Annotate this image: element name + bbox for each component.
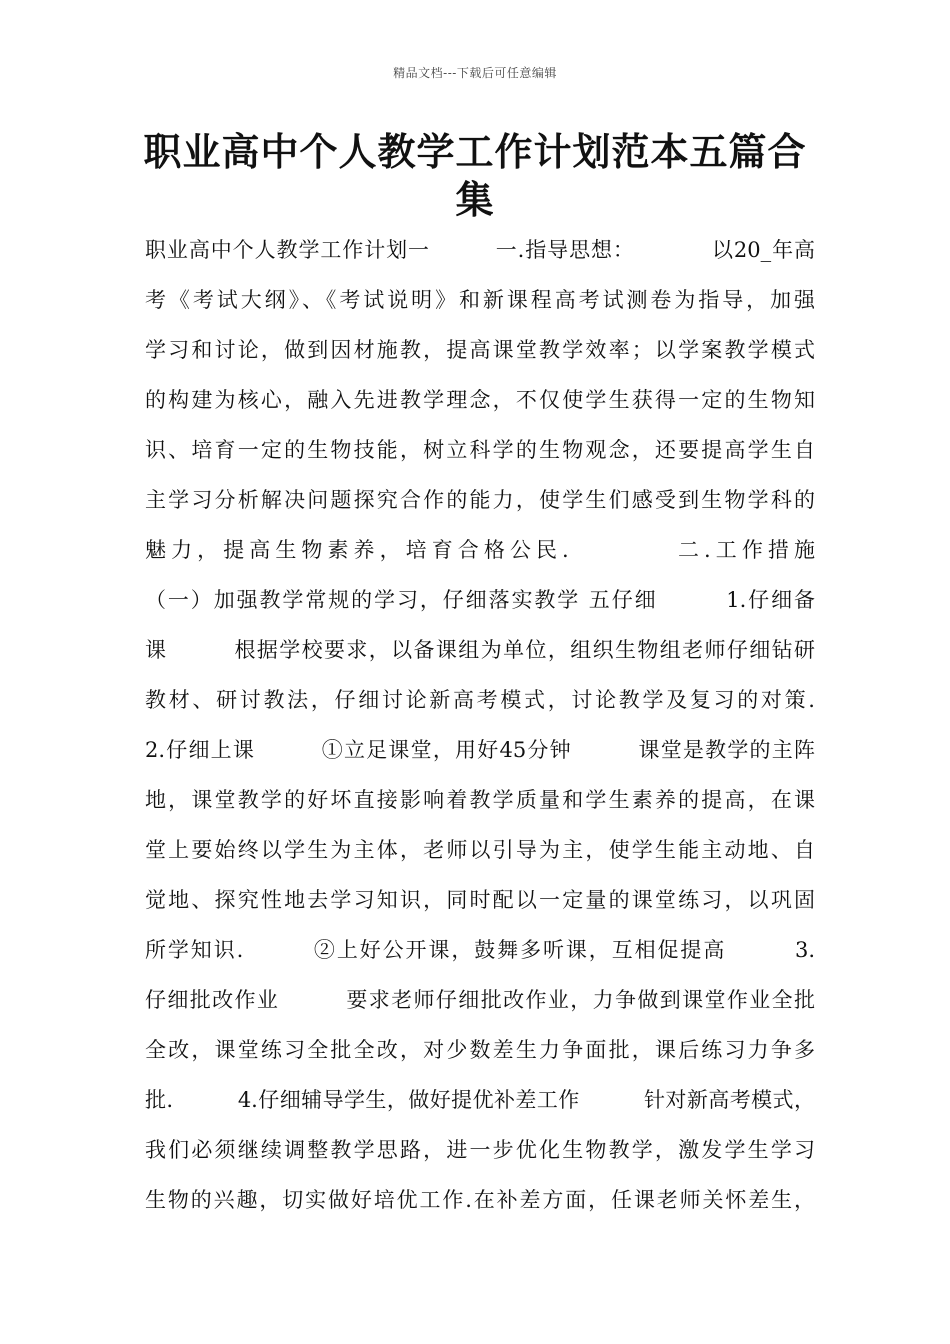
body-line: 考《考试大纲》、《考试说明》和新课程高考试测卷为指导，加强 bbox=[145, 288, 815, 312]
body-line: 教材、研讨教法，仔细讨论新高考模式，讨论教学及复习的对策. bbox=[145, 688, 815, 712]
body-line: 所学知识. ②上好公开课，鼓舞多听课，互相促提高 3. bbox=[145, 938, 815, 962]
body-line: 堂上要始终以学生为主体，老师以引导为主，使学生能主动地、自 bbox=[145, 838, 815, 862]
page-header-note: 精品文档---下载后可任意编辑 bbox=[393, 66, 557, 80]
body-line: 课 根据学校要求，以备课组为单位，组织生物组老师仔细钻研 bbox=[145, 638, 815, 662]
document-title-line-1: 职业高中个人教学工作计划范本五篇合 bbox=[143, 130, 807, 174]
document-title-line-2: 集 bbox=[455, 178, 495, 222]
body-line: 识、培育一定的生物技能，树立科学的生物观念，还要提高学生自 bbox=[145, 438, 815, 462]
body-line: 学习和讨论，做到因材施教，提高课堂教学效率；以学案教学模式 bbox=[145, 338, 815, 362]
body-line: 全改，课堂练习全批全改，对少数差生力争面批，课后练习力争多 bbox=[145, 1038, 815, 1062]
body-line: 我们必须继续调整教学思路，进一步优化生物教学，激发学生学习 bbox=[145, 1138, 815, 1162]
body-line: 主学习分析解决问题探究合作的能力，使学生们感受到生物学科的 bbox=[145, 488, 815, 512]
document-body bbox=[145, 232, 815, 1232]
document-title bbox=[100, 128, 850, 224]
body-line: （一）加强教学常规的学习，仔细落实教学 五仔细 1.仔细备 bbox=[145, 588, 815, 612]
body-line: 生物的兴趣，切实做好培优工作.在补差方面，任课老师关怀差生， bbox=[145, 1188, 815, 1212]
body-line: 魅力，提高生物素养，培育合格公民. 二.工作措施 bbox=[145, 538, 815, 562]
body-line: 地，课堂教学的好坏直接影响着教学质量和学生素养的提高，在课 bbox=[145, 788, 815, 812]
body-line: 的构建为核心，融入先进教学理念，不仅使学生获得一定的生物知 bbox=[145, 388, 815, 412]
body-line: 仔细批改作业 要求老师仔细批改作业，力争做到课堂作业全批 bbox=[145, 988, 815, 1012]
body-line: 职业高中个人教学工作计划一 一.指导思想： 以20_年高 bbox=[145, 238, 815, 262]
body-line: 觉地、探究性地去学习知识，同时配以一定量的课堂练习，以巩固 bbox=[145, 888, 815, 912]
body-line: 批. 4.仔细辅导学生，做好提优补差工作 针对新高考模式， bbox=[145, 1088, 815, 1112]
body-line: 2.仔细上课 ①立足课堂，用好45分钟 课堂是教学的主阵 bbox=[145, 738, 815, 762]
